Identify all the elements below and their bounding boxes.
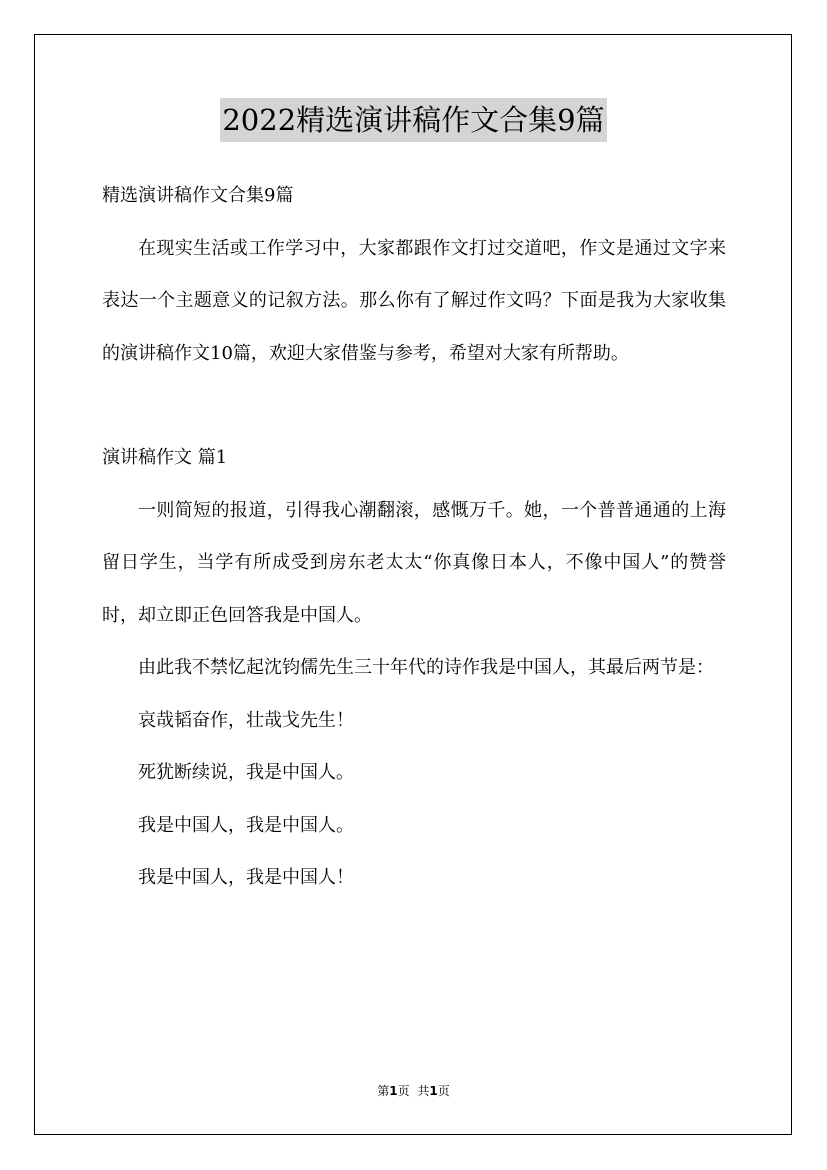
document-body [102,170,726,905]
page-label-suffix: 页 [397,1084,410,1098]
total-label-suffix: 页 [437,1084,450,1098]
document-subtitle: 精选演讲稿作文合集9篇 [102,185,294,206]
poem-line: 哀哉韬奋作，壮哉戈先生！ [138,709,354,731]
document-title: 2022精选演讲稿作文合集9篇 [220,98,606,142]
poem-line: 我是中国人，我是中国人。 [138,814,354,836]
intro-paragraph: 在现实生活或工作学习中，大家都跟作文打过交道吧，作文是通过文字来表达一个主题意义的记叙方法。那么你有了解过作文吗？下面是我为大家收集的演讲稿作文10篇，欢迎大家借鉴与参考，希望对大家有所帮助。 [102,237,726,364]
section-spacer [102,380,726,432]
poem-line: 死犹断续说，我是中国人。 [138,762,354,783]
total-page-number: 1 [429,1084,438,1098]
total-label-prefix: 共 [417,1084,430,1098]
section-heading: 演讲稿作文 篇1 [102,447,228,468]
page-footer [0,1083,827,1099]
title-container [0,98,827,142]
current-page-number: 1 [389,1084,398,1098]
poem-line: 我是中国人，我是中国人！ [138,867,354,888]
page-label-prefix: 第 [377,1084,390,1098]
body-paragraph: 一则简短的报道，引得我心潮翻滚，感慨万千。她，一个普普通通的上海留日学生，当学有所成受到房东老太太“你真像日本人，不像中国人”的赞誉时，却立即正色回答我是中国人。 [102,499,726,626]
body-paragraph: 由此我不禁忆起沈钧儒先生三十年代的诗作我是中国人，其最后两节是： [138,657,714,678]
